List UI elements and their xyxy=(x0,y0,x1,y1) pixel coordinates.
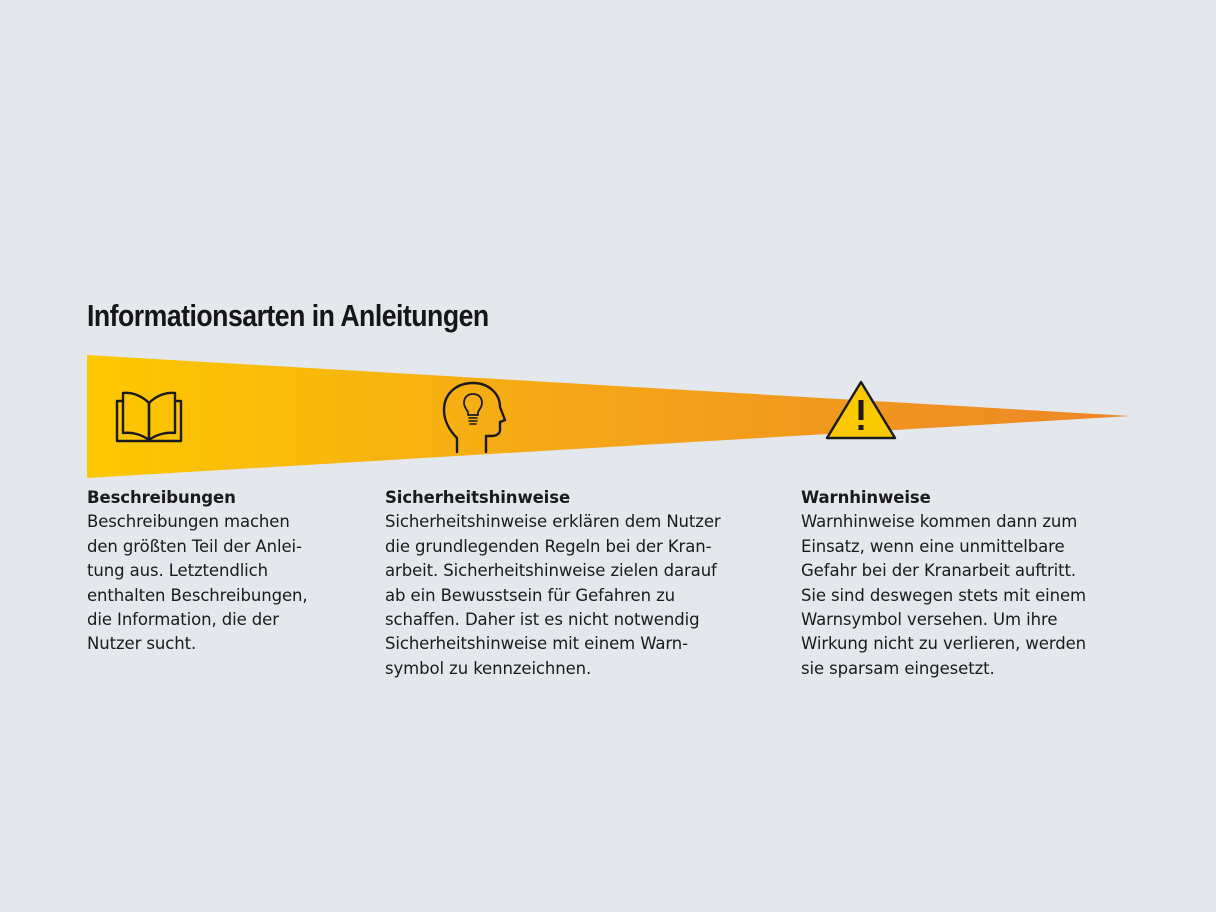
column-warnhinweise xyxy=(801,486,1131,681)
column-text: Warnhinweise kommen dann zum Einsatz, wenn eine unmittelbare Gefahr bei der Kranarbeit auftritt. Sie sind deswegen stets mit einem Warnsymbol versehen. Um ihre Wirkung nicht zu verlieren, werden sie sparsam eingesetzt. xyxy=(801,512,1087,678)
column-beschreibungen xyxy=(87,486,337,657)
column-heading: Sicherheitshinweise xyxy=(385,488,571,507)
column-text: Sicherheitshinweise erklären dem Nutzer die grundlegenden Regeln bei der Kran- arbeit. Sicherheitshinweise zielen darauf ab ein Bewusstsein für Gefahren zu schaffen. Daher ist es nicht notwendig Sicherheitshinweise mit einem Warn- symbol zu kennzeichnen. xyxy=(385,512,721,678)
wedge-shape xyxy=(87,355,1130,478)
column-sicherheitshinweise xyxy=(385,486,765,681)
column-heading: Warnhinweise xyxy=(801,488,931,507)
diagram-title: Informationsarten in Anleitungen xyxy=(87,298,489,333)
column-text: Beschreibungen machen den größten Teil der Anlei- tung aus. Letztendlich enthalten Beschreibungen, die Information, die der Nutzer sucht. xyxy=(87,512,308,654)
column-heading: Beschreibungen xyxy=(87,488,236,507)
